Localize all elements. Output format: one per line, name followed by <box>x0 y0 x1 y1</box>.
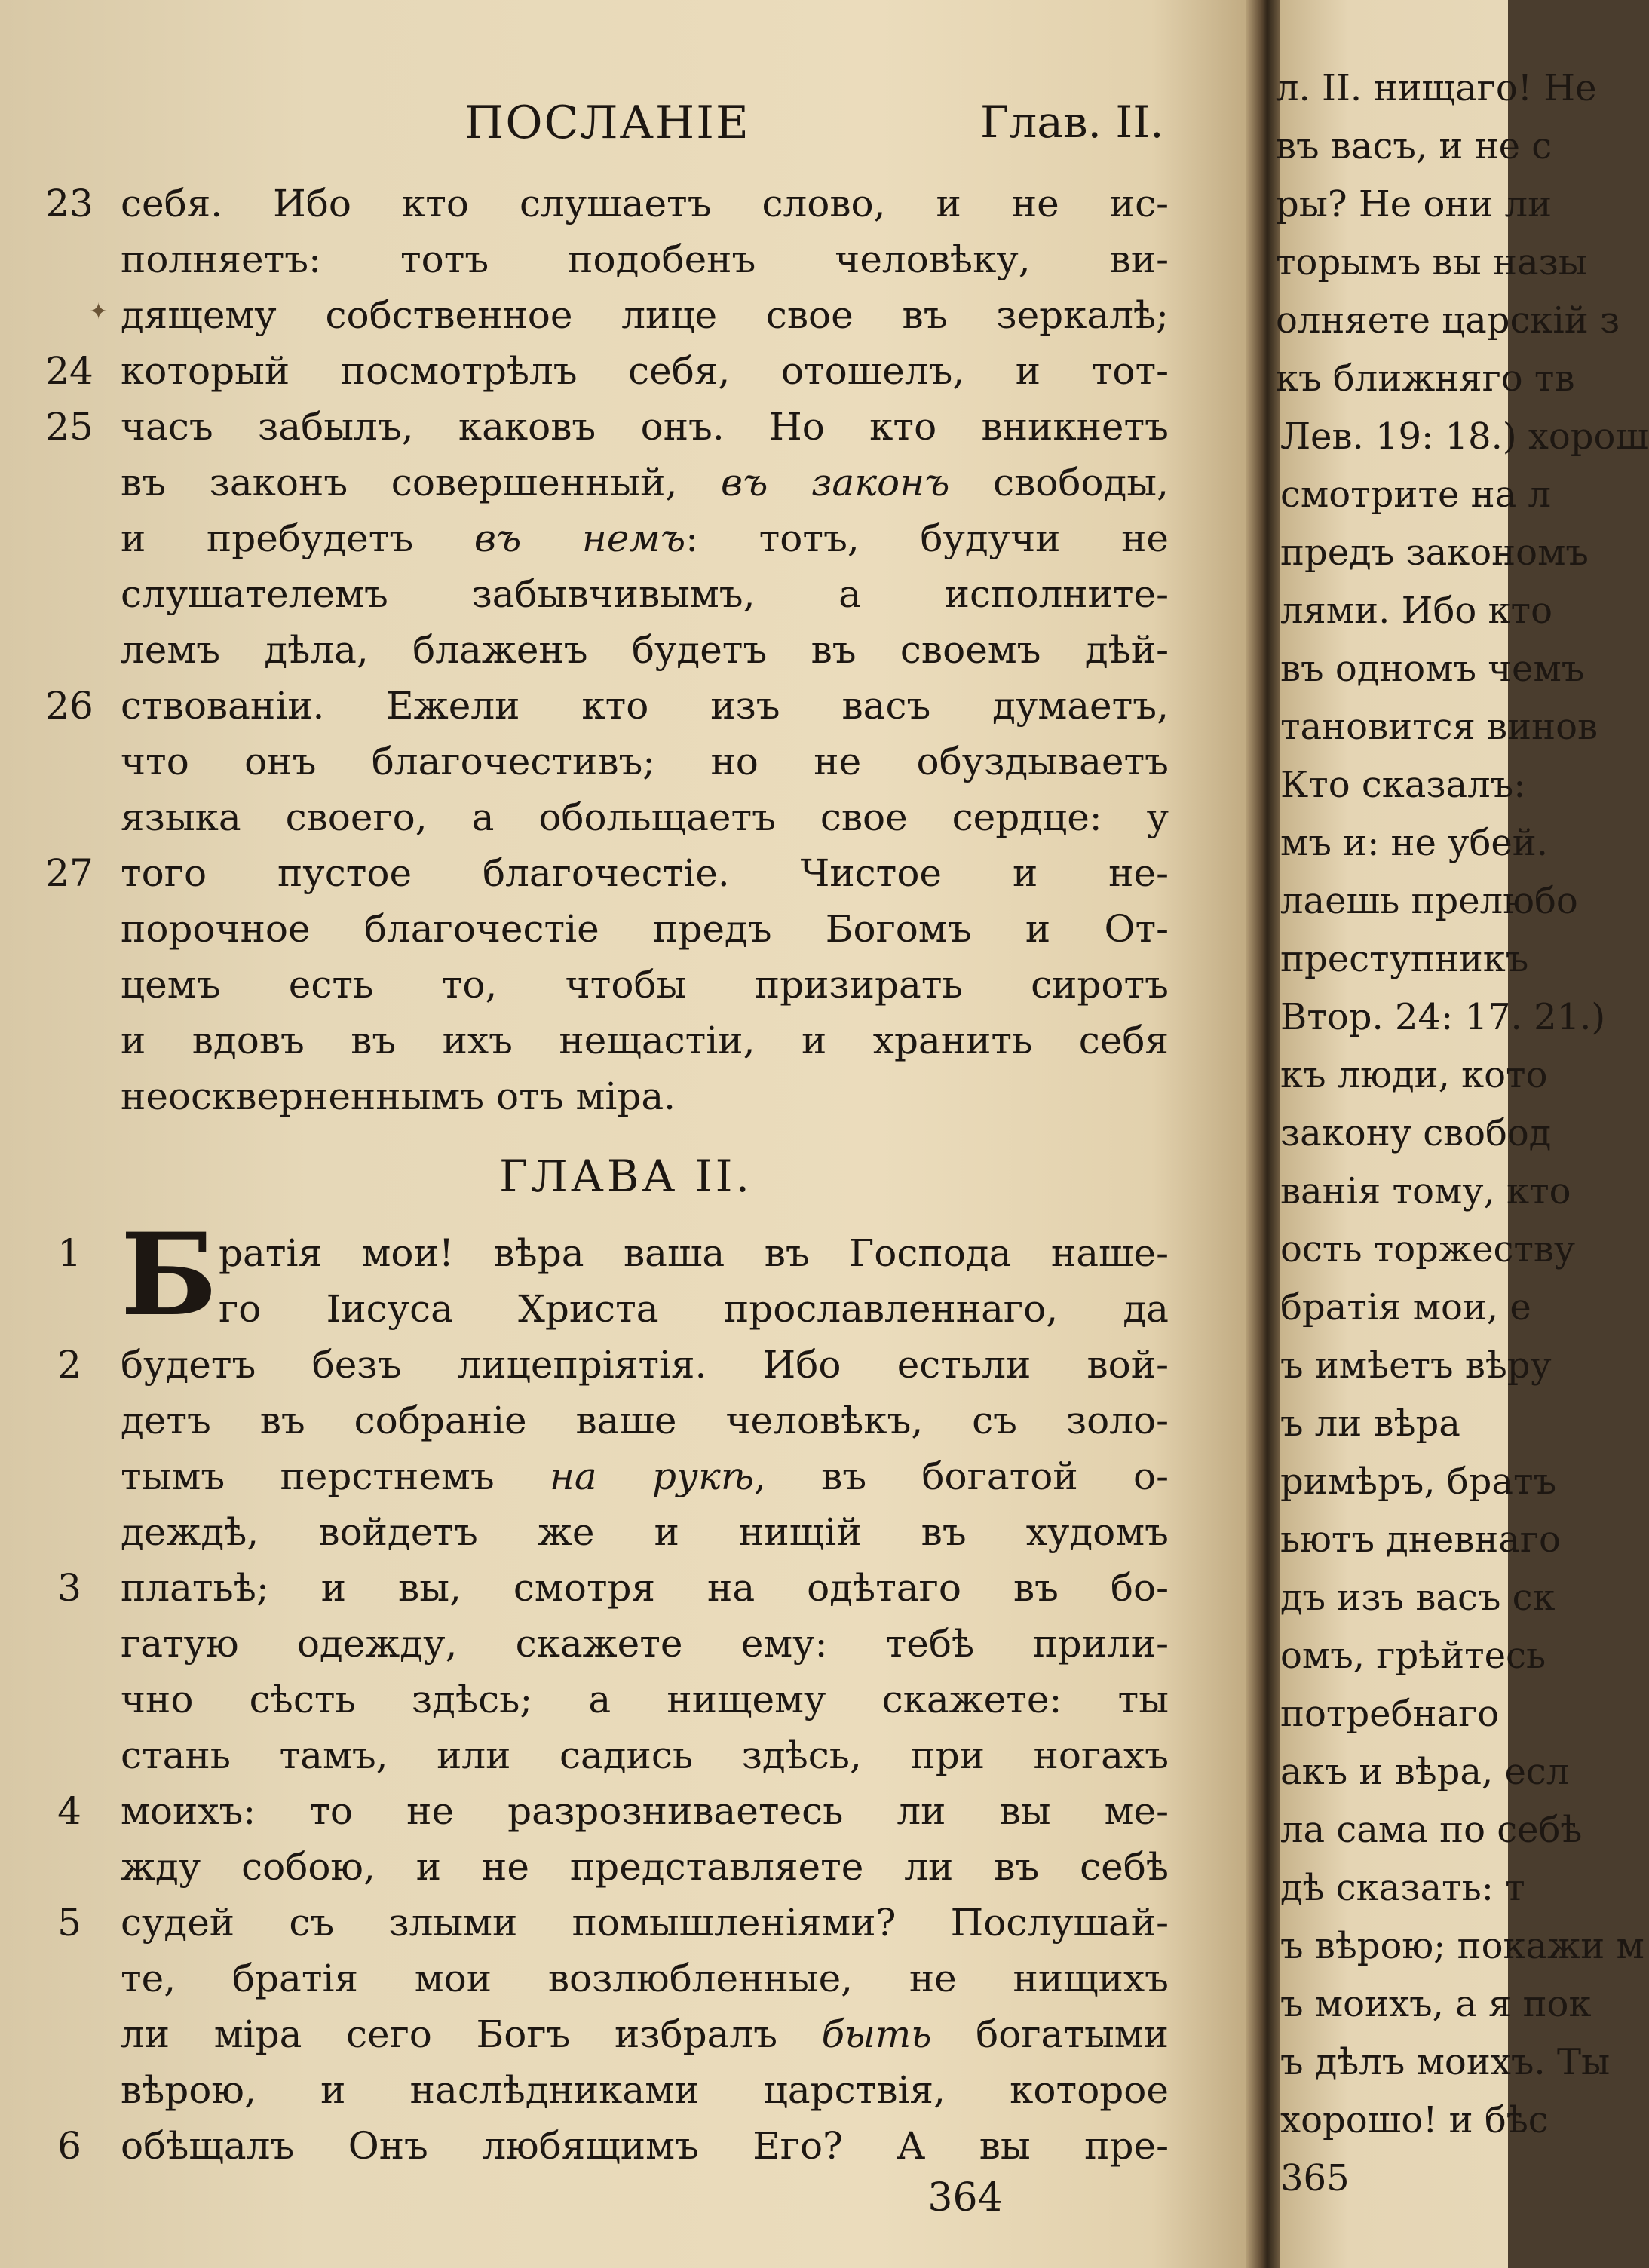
right-page-line: ость торжеству <box>1280 1228 1576 1270</box>
text-line <box>121 958 1169 1012</box>
verse-number: 4 <box>57 1789 81 1833</box>
text-line <box>121 902 1169 956</box>
italic-text: быть <box>821 2012 932 2056</box>
verse-number: 27 <box>45 851 93 895</box>
verse-number: 24 <box>45 349 93 393</box>
text-span: себя. Ибо кто слушаетъ слово, и не ис- <box>121 182 1169 225</box>
text-line <box>121 2007 1169 2061</box>
text-line <box>121 679 1169 733</box>
text-span: обѣщалъ Онъ любящимъ Его? А вы пре- <box>121 2124 1169 2168</box>
text-span: го Іисуса Христа прославленнаго, да <box>219 1287 1169 1331</box>
text-span: что онъ благочестивъ; но не обуздываетъ <box>121 740 1169 783</box>
right-page-line: ры? Не они ли <box>1276 183 1552 225</box>
right-page-line: ъ дѣлъ моихъ. Ты <box>1280 2041 1611 2083</box>
right-page-line: Втор. 24: 17. 21.) <box>1280 996 1606 1038</box>
right-page-line: торымъ вы назы <box>1276 241 1587 284</box>
text-line <box>121 1784 1169 1838</box>
text-line <box>121 846 1169 900</box>
text-span: порочное благочестіе предъ Богомъ и От- <box>121 907 1169 951</box>
italic-text: въ немъ <box>474 516 686 560</box>
text-line <box>121 400 1169 454</box>
right-page-line: въ одномъ чемъ <box>1280 648 1585 690</box>
text-span: свободы, <box>949 461 1169 504</box>
text-span: судей съ злыми помышленіями? Послушай- <box>121 1901 1169 1945</box>
text-span: цемъ есть то, чтобы призирать сиротъ <box>121 963 1169 1007</box>
right-page-line: Кто сказалъ: <box>1280 764 1526 806</box>
verse-number: 3 <box>57 1566 81 1610</box>
text-span: часъ забылъ, каковъ онъ. Но кто вникнетъ <box>121 405 1169 449</box>
verse-number: 25 <box>45 405 93 449</box>
right-page-line: л. II. нищаго! Не <box>1276 67 1597 109</box>
right-page-line: братія мои, е <box>1280 1286 1531 1329</box>
right-page-line: преступникъ <box>1280 938 1529 980</box>
text-span: те, братія мои возлюбленные, не нищихъ <box>121 1957 1169 2000</box>
text-line <box>219 1282 1169 1336</box>
right-page-line: лями. Ибо кто <box>1280 590 1552 632</box>
italic-text: на рукѣ <box>549 1454 754 1498</box>
text-span: ли міра сего Богъ избралъ <box>121 2012 822 2056</box>
right-page-line: ьютъ дневнаго <box>1280 1519 1561 1561</box>
text-line <box>121 176 1169 231</box>
text-span: платьѣ; и вы, смотря на одѣтаго въ бо- <box>121 1566 1169 1610</box>
right-page-line: ъ имѣетъ вѣру <box>1280 1344 1552 1387</box>
right-page-line: омъ, грѣйтесь <box>1280 1635 1546 1677</box>
text-line <box>121 1951 1169 2006</box>
right-page-partial <box>1276 0 1649 2268</box>
text-span: жду собою, и не представляете ли въ себѣ <box>121 1845 1169 1889</box>
right-page-line: закону свобод <box>1280 1112 1552 1154</box>
right-page-line: въ васъ, и не с <box>1276 125 1552 167</box>
text-span: стань тамъ, или садись здѣсь, при ногахъ <box>121 1733 1169 1777</box>
text-line <box>121 567 1169 621</box>
text-line <box>121 2063 1169 2117</box>
text-line <box>121 2119 1169 2173</box>
text-span: слушателемъ забывчивымъ, а исполните- <box>121 572 1169 616</box>
text-span: который посмотрѣлъ себя, отошелъ, и тот- <box>121 349 1169 393</box>
verse-number: 1 <box>57 1231 81 1275</box>
text-span: въ законъ совершенный, <box>121 461 722 504</box>
right-page-line: акъ и вѣра, есл <box>1280 1751 1570 1793</box>
text-span: моихъ: то не разрозниваетесь ли вы ме- <box>121 1789 1169 1833</box>
right-page-line: ла сама по себѣ <box>1280 1809 1583 1851</box>
verse-number: 26 <box>45 684 93 728</box>
text-span: языка своего, а обольщаетъ свое сердце: у <box>121 795 1169 839</box>
text-line <box>121 1338 1169 1392</box>
right-page-line: лаешь прелюбо <box>1280 880 1578 922</box>
right-page-line: ъ ли вѣра <box>1280 1402 1460 1445</box>
verse-number: 2 <box>57 1343 81 1387</box>
text-line <box>121 1896 1169 1950</box>
text-span: и вдовъ въ ихъ нещастіи, и хранить себя <box>121 1019 1169 1062</box>
text-line <box>121 790 1169 844</box>
text-span: тымъ перстнемъ <box>121 1454 550 1498</box>
text-line <box>121 232 1169 287</box>
text-span: : тотъ, будучи не <box>685 516 1169 560</box>
text-line <box>121 1069 1169 1123</box>
right-page-line: ъ вѣрою; покажи м <box>1280 1925 1644 1967</box>
text-span: ствованіи. Ежели кто изъ васъ думаетъ, <box>121 684 1169 728</box>
verse-number: 23 <box>45 182 93 225</box>
text-line <box>121 1505 1169 1559</box>
text-line <box>121 734 1169 789</box>
chapter-heading: ГЛАВА II. <box>499 1151 752 1202</box>
text-span: деждѣ, войдетъ же и нищій въ худомъ <box>121 1510 1169 1554</box>
running-head-title: ПОСЛАНІЕ <box>464 97 750 149</box>
text-span: неоскверненнымъ отъ міра. <box>121 1074 676 1118</box>
text-line <box>219 1226 1169 1280</box>
verse-number: 5 <box>57 1901 81 1945</box>
ink-blot-mark: ✦ <box>89 299 109 325</box>
right-page-line: къ ближняго тв <box>1276 357 1575 400</box>
text-line <box>121 344 1169 398</box>
text-line <box>121 511 1169 565</box>
text-span: чно сѣсть здѣсь; а нищему скажете: ты <box>121 1678 1169 1721</box>
right-page-line: дъ изъ васъ ск <box>1280 1577 1556 1619</box>
right-page-line: Лев. 19: 18.) хорош <box>1280 415 1649 458</box>
text-span: ратія мои! вѣра ваша въ Господа наше- <box>219 1231 1169 1275</box>
text-line <box>121 1013 1169 1068</box>
text-span: полняетъ: тотъ подобенъ человѣку, ви- <box>121 238 1169 281</box>
text-line <box>121 1617 1169 1671</box>
verse-number: 6 <box>57 2124 81 2168</box>
right-page-line: олняете царскій з <box>1276 299 1620 342</box>
right-page-line: ъ моихъ, а я пок <box>1280 1983 1592 2025</box>
text-line <box>121 623 1169 677</box>
italic-text: въ законъ <box>721 461 950 504</box>
text-span: и пребудетъ <box>121 516 474 560</box>
running-head-chapter: Глав. II. <box>980 97 1164 148</box>
right-page-line: ванія тому, кто <box>1280 1170 1571 1212</box>
running-head <box>0 97 1252 157</box>
text-line <box>121 1449 1169 1503</box>
right-page-line: тановится винов <box>1280 706 1598 748</box>
text-span: будетъ безъ лицепріятія. Ибо естьли вой- <box>121 1343 1169 1387</box>
text-line <box>121 1840 1169 1894</box>
text-line <box>121 1561 1169 1615</box>
right-page-line: дѣ сказать: т <box>1280 1867 1525 1909</box>
right-page-line: смотрите на л <box>1280 474 1551 516</box>
text-span: гатую одежду, скажете ему: тебѣ прили- <box>121 1622 1169 1666</box>
text-line <box>121 1393 1169 1448</box>
page-number: 364 <box>927 2175 1003 2220</box>
right-page-line: римѣръ, братъ <box>1280 1460 1557 1503</box>
text-line <box>121 455 1169 510</box>
right-page-line: потребнаго <box>1280 1693 1500 1735</box>
text-span: дящему собственное лице свое въ зеркалѣ; <box>121 293 1169 337</box>
right-page-line: хорошо! и бѣс <box>1280 2099 1549 2141</box>
right-page-line: 365 <box>1280 2157 1350 2199</box>
text-span: того пустое благочестіе. Чистое и не- <box>121 851 1169 895</box>
text-span: вѣрою, и наслѣдниками царствія, которое <box>121 2068 1169 2112</box>
text-line <box>121 288 1169 342</box>
text-line <box>121 1728 1169 1782</box>
right-page-line: къ люди, кото <box>1280 1054 1548 1096</box>
text-span: детъ въ собраніе ваше человѣкъ, съ золо- <box>121 1399 1169 1442</box>
right-page-line: мъ и: не убей. <box>1280 822 1549 864</box>
text-span: , въ богатой о- <box>753 1454 1169 1498</box>
text-span: лемъ дѣла, блаженъ будетъ въ своемъ дѣй- <box>121 628 1169 672</box>
text-line <box>121 1672 1169 1727</box>
drop-cap-letter: Б <box>121 1209 218 1341</box>
text-span: богатыми <box>931 2012 1169 2056</box>
right-page-line: предъ закономъ <box>1280 532 1589 574</box>
